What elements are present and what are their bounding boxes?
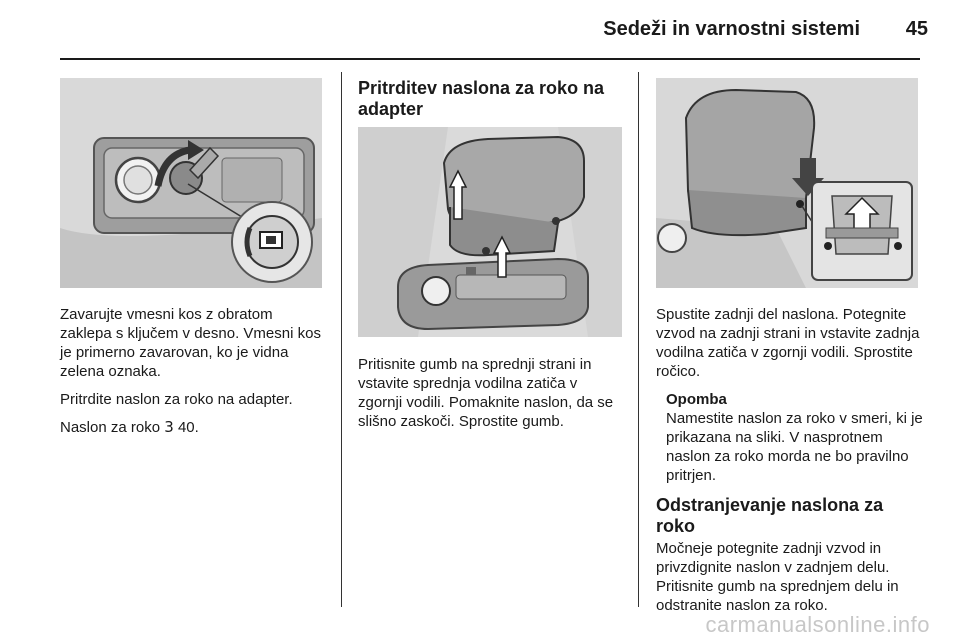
paragraph-attach-armrest: Pritrdite naslon za roko na adapter.: [60, 391, 293, 408]
paragraph-remove-armrest: Močneje potegnite zadnji vzvod in privzdignite naslon v zadnjem delu. Pritisnite gumb na sprednjem delu in odstranite naslon za roko.: [656, 540, 899, 614]
column-1: [60, 305, 325, 446]
watermark: carmanualsonline.info: [705, 612, 930, 637]
figure-armrest-rear-lever: [656, 78, 918, 288]
column-divider-1: [341, 72, 342, 607]
crossref-label: Naslon za roko: [60, 419, 161, 436]
note-text: Namestite naslon za roko v smeri, ki je prikazana na sliki. V nasprotnem naslon za roko morda ne bo pravilno pritrjen.: [666, 410, 923, 484]
paragraph-lower-rear: Spustite zadnji del naslona. Potegnite vzvod na zadnji strani in vstavite zadnja vodilna zatiča v zgornji vodili. Sprostite ročico.: [656, 306, 920, 380]
cupholder-lock-illustration-icon: [60, 78, 322, 288]
page-header-title: Sedeži in varnostni sistemi: [603, 18, 860, 40]
page-number: 45: [905, 18, 928, 40]
figure-armrest-attach: [358, 127, 622, 337]
note-title: Opomba: [666, 391, 727, 408]
crossref-page-link[interactable]: 40.: [177, 419, 199, 436]
paragraph-secure-insert: Zavarujte vmesni kos z obratom zaklepa s ključem v desno. Vmesni kos je primerno zavarovan, ko je vidna zelena oznaka.: [60, 306, 321, 380]
figure-cupholder-lock: [60, 78, 322, 288]
crossref-arrow-icon: 3: [164, 418, 174, 436]
section-heading-attach: Pritrditev naslona za roko na adapter: [358, 78, 605, 119]
column-2: [358, 78, 623, 132]
paragraph-press-button: Pritisnite gumb na sprednji strani in vstavite sprednja vodilna zatiča v zgornji vodili. Pomaknite naslon, da se slišno zaskoči. Sprostite gumb.: [358, 356, 614, 430]
armrest-attach-illustration-icon: [358, 127, 622, 337]
crossref-line: [60, 418, 325, 437]
column-divider-2: [638, 72, 639, 607]
armrest-rear-lever-illustration-icon: [656, 78, 918, 288]
column-2-body: [358, 355, 623, 440]
section-heading-remove: Odstranjevanje naslona za roko: [656, 495, 884, 536]
column-3: [656, 305, 924, 624]
header-divider: [60, 58, 920, 60]
note-box: [666, 390, 924, 485]
